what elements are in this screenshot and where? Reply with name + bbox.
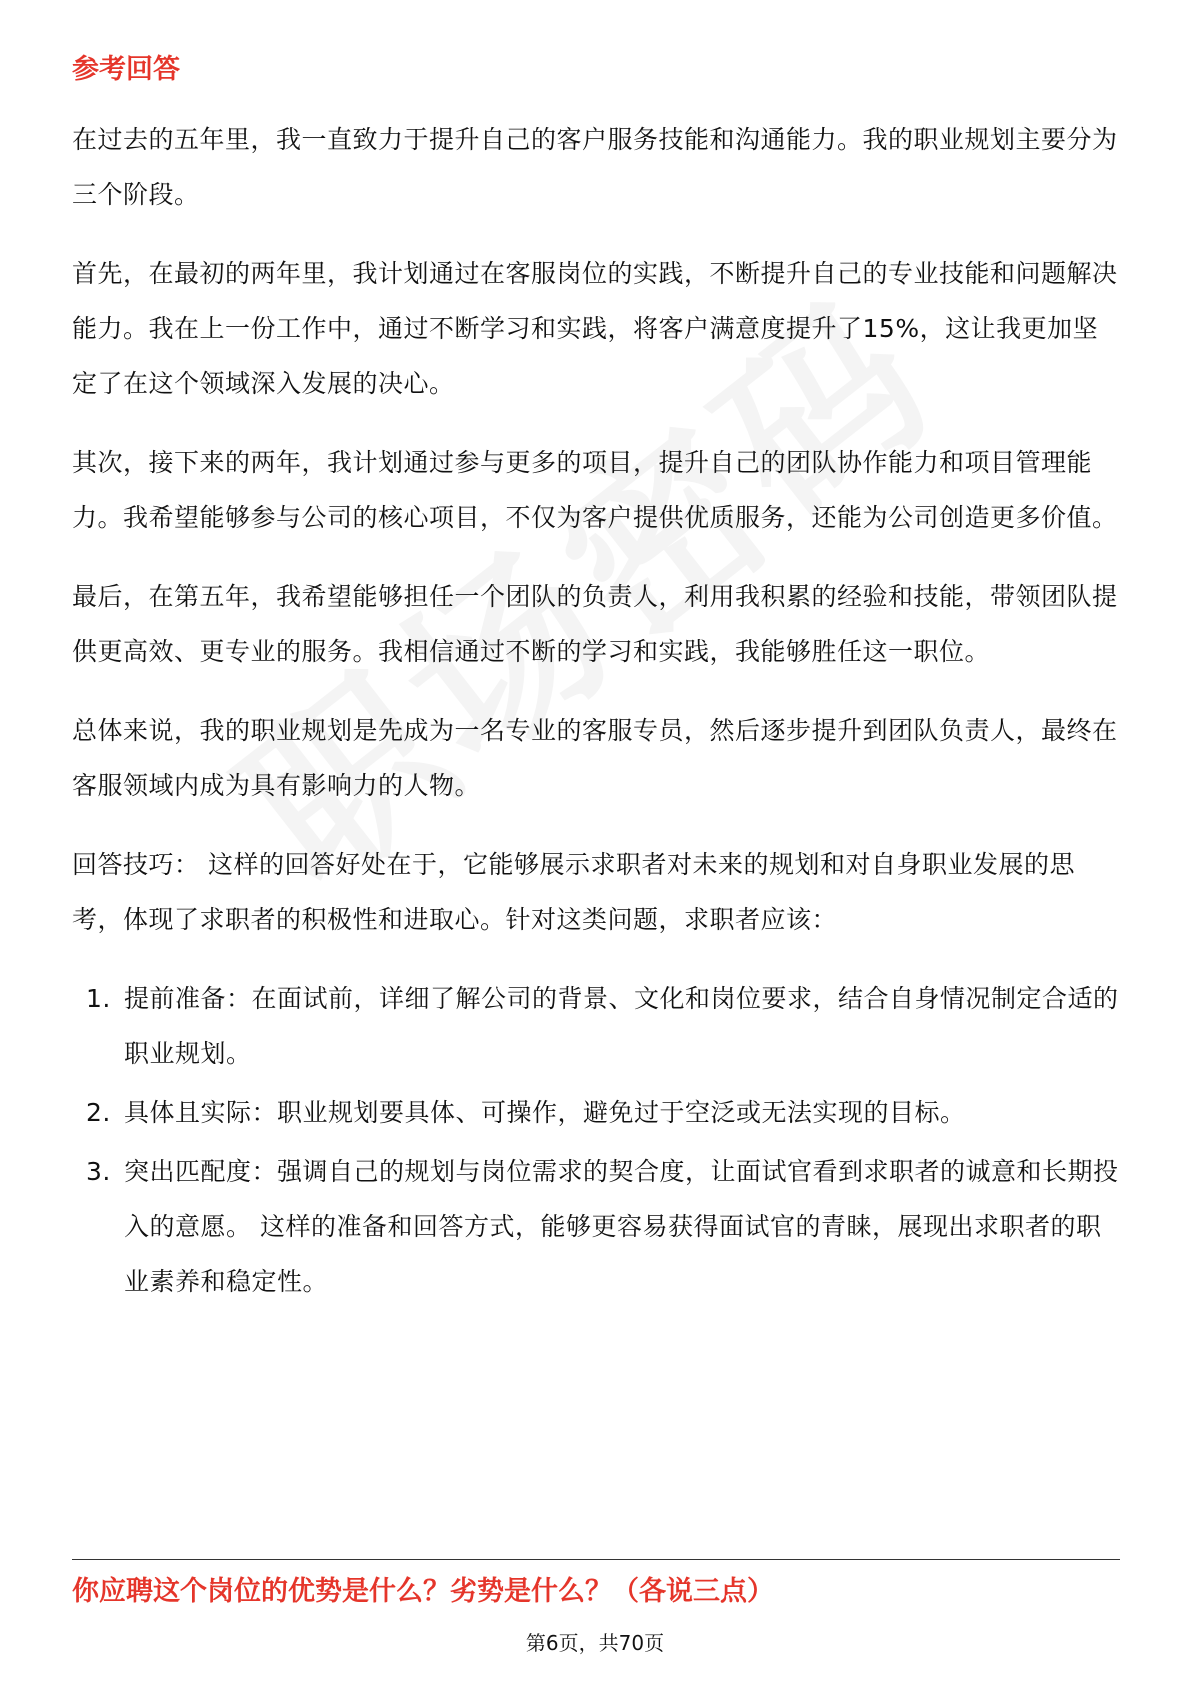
page-number: 第6页，共70页 <box>525 1631 665 1655</box>
list-item-text: 提前准备：在面试前，详细了解公司的背景、文化和岗位要求，结合自身情况制定合适的职业规划。 <box>124 984 1119 1068</box>
list-item-text: 突出匹配度：强调自己的规划与岗位需求的契合度，让面试官看到求职者的诚意和长期投入的意愿。 这样的准备和回答方式，能够更容易获得面试官的青睐，展现出求职者的职业素养和稳定性。 <box>124 1157 1119 1296</box>
list-item <box>72 971 1120 1081</box>
list-item-number: 3. <box>86 1157 111 1186</box>
answer-content <box>72 50 1120 1313</box>
list-item-number: 1. <box>86 984 111 1013</box>
list-item-text: 具体且实际：职业规划要具体、可操作，避免过于空泛或无法实现的目标。 <box>124 1098 966 1127</box>
paragraph-summary: 总体来说，我的职业规划是先成为一名专业的客服专员，然后逐步提升到团队负责人，最终在客服领域内成为具有影响力的人物。 <box>72 716 1118 800</box>
paragraph-first-stage: 首先，在最初的两年里，我计划通过在客服岗位的实践，不断提升自己的专业技能和问题解决能力。我在上一份工作中，通过不断学习和实践，将客户满意度提升了15%，这让我更加坚定了在这个领域深入发展的决心。 <box>72 259 1118 398</box>
list-item-number: 2. <box>86 1098 111 1127</box>
list-item <box>72 1144 1120 1309</box>
paragraph-intro: 在过去的五年里，我一直致力于提升自己的客户服务技能和沟通能力。我的职业规划主要分为三个阶段。 <box>72 125 1118 209</box>
paragraph-final-stage: 最后，在第五年，我希望能够担任一个团队的负责人，利用我积累的经验和技能，带领团队提供更高效、更专业的服务。我相信通过不断的学习和实践，我能够胜任这一职位。 <box>72 582 1118 666</box>
list-item <box>72 1085 1120 1140</box>
divider <box>72 1559 1120 1560</box>
section-title: 参考回答 <box>72 54 180 85</box>
paragraph-second-stage: 其次，接下来的两年，我计划通过参与更多的项目，提升自己的团队协作能力和项目管理能力。我希望能够参与公司的核心项目，不仅为客户提供优质服务，还能为公司创造更多价值。 <box>72 448 1118 532</box>
next-question-title: 你应聘这个岗位的优势是什么？劣势是什么？（各说三点） <box>72 1576 774 1607</box>
tips-list <box>72 971 1120 1309</box>
paragraph-answer-tips: 回答技巧： 这样的回答好处在于，它能够展示求职者对未来的规划和对自身职业发展的思考，体现了求职者的积极性和进取心。针对这类问题，求职者应该： <box>72 850 1075 934</box>
